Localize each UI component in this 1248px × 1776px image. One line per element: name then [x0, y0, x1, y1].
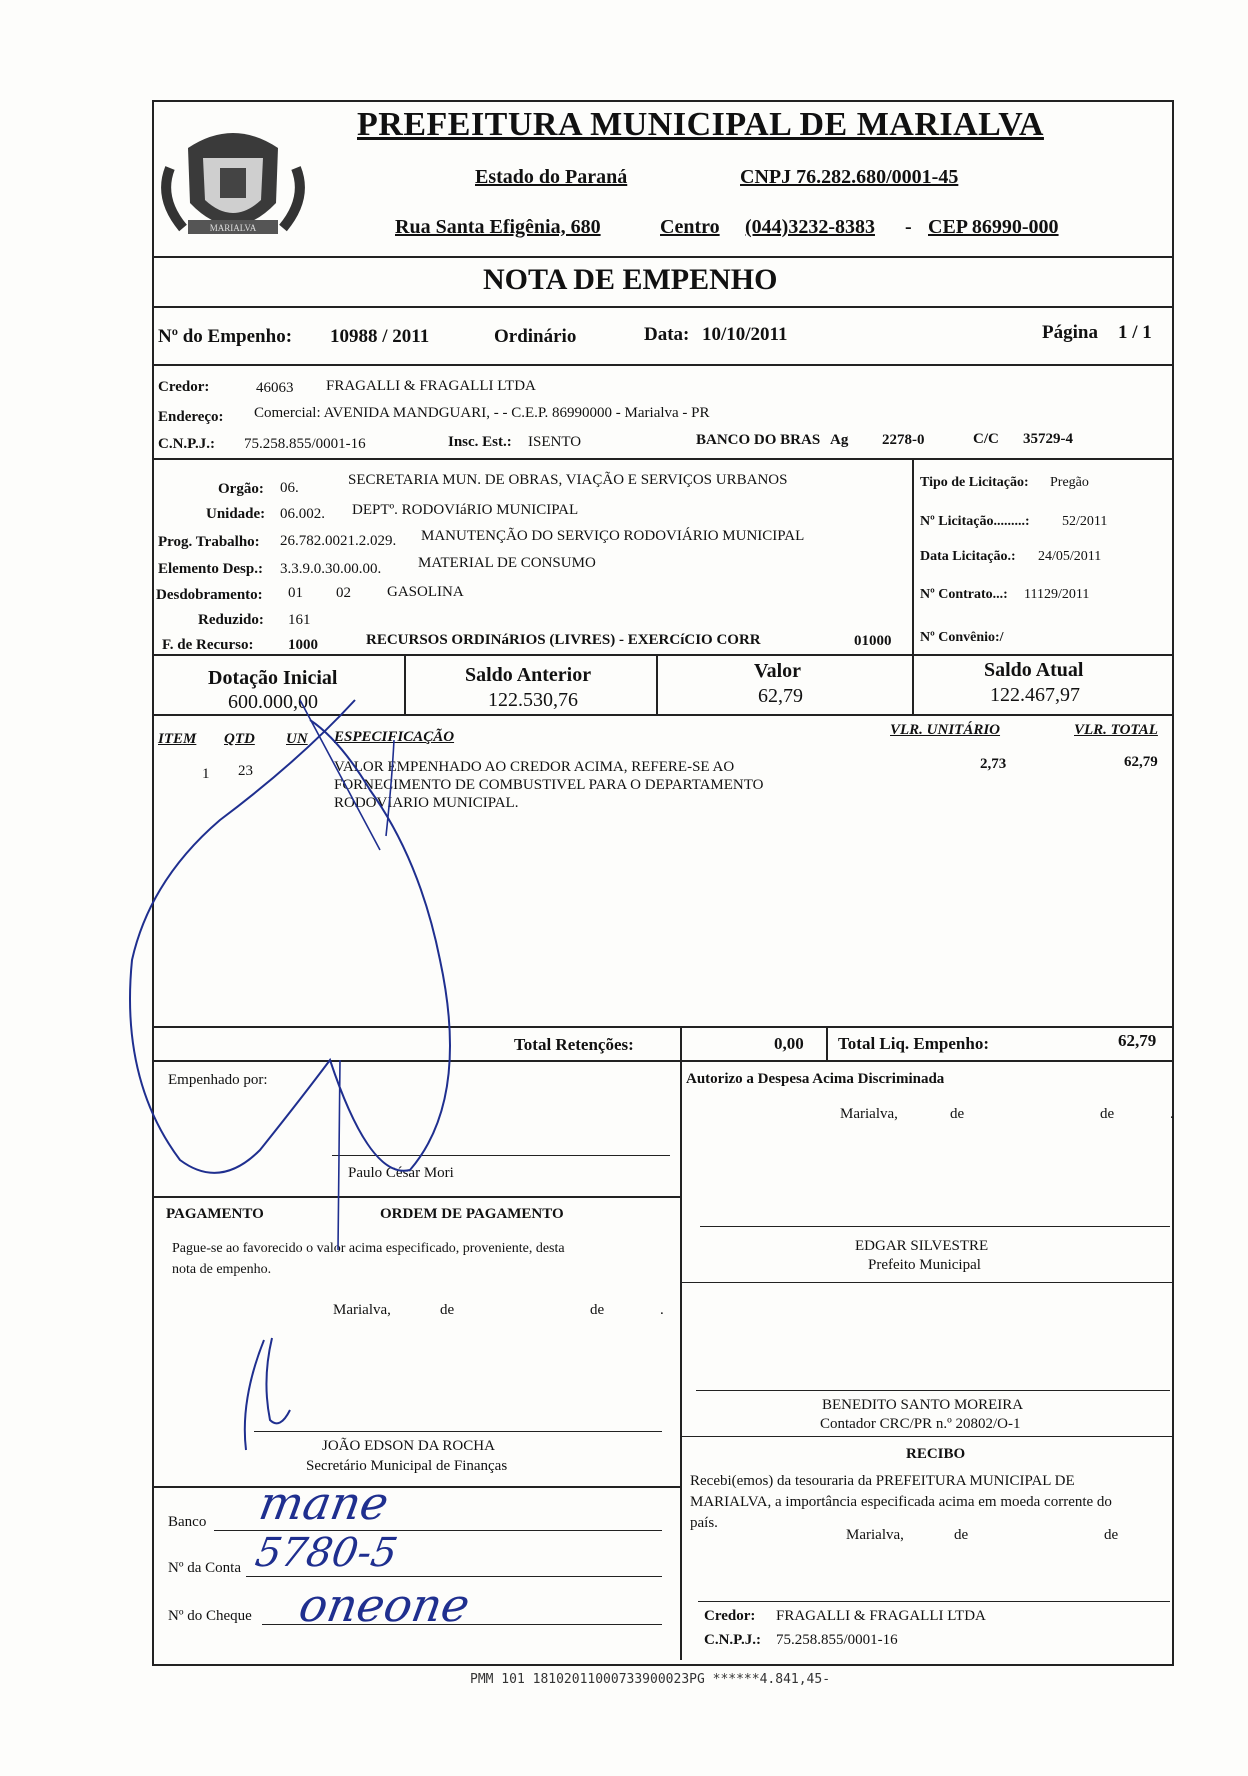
divider — [680, 1060, 682, 1660]
pagamento-cidade: Marialva, — [333, 1302, 391, 1318]
licitacao-num: 52/2011 — [1062, 514, 1108, 529]
header-cep: CEP 86990-000 — [928, 216, 1059, 238]
credor-codigo: 46063 — [256, 380, 294, 396]
saldo-atual-label: Saldo Atual — [984, 659, 1084, 681]
licitacao-tipo-label: Tipo de Licitação: — [920, 475, 1029, 490]
orgao-label: Orgão: — [218, 481, 264, 497]
divider — [152, 1196, 680, 1198]
col-qtd: QTD — [224, 731, 255, 747]
reduzido-label: Reduzido: — [198, 612, 264, 628]
divider — [152, 1026, 1172, 1028]
empenho-numero: 10988 / 2011 — [330, 326, 430, 347]
autorizo-de2: de — [1100, 1106, 1115, 1122]
autorizo-de1: de — [950, 1106, 965, 1122]
divider — [152, 1486, 680, 1488]
col-un: UN — [286, 731, 308, 747]
contrato-value: 11129/2011 — [1024, 587, 1090, 602]
item-desc-line3: RODOVIARIO MUNICIPAL. — [334, 795, 519, 811]
pagamento-de2: de — [590, 1302, 605, 1318]
header-title: PREFEITURA MUNICIPAL DE MARIALVA — [357, 106, 1044, 143]
empenho-data-label: Data: — [644, 324, 690, 345]
recibo-de1: de — [954, 1527, 969, 1543]
signature-line — [696, 1390, 1170, 1391]
liquido-label: Total Liq. Empenho: — [838, 1034, 989, 1053]
item-desc-line2: FORNECIMENTO DE COMBUSTIVEL PARA O DEPARTAMENTO — [334, 777, 764, 793]
divider — [152, 654, 1172, 656]
divider — [404, 654, 406, 714]
recurso-label: F. de Recurso: — [162, 637, 254, 653]
empenhado-nome: Paulo César Mori — [348, 1165, 454, 1181]
pagamento-texto2: nota de empenho. — [172, 1262, 272, 1277]
recibo-credor-label: Credor: — [704, 1608, 756, 1624]
recibo-label: RECIBO — [906, 1446, 966, 1462]
endereco-label: Endereço: — [158, 409, 224, 425]
empenho-pagina: 1 / 1 — [1118, 322, 1152, 343]
cnpj-label: C.N.P.J.: — [158, 436, 215, 452]
autorizo-ponto: . — [1170, 1106, 1174, 1122]
divider — [680, 1026, 682, 1060]
banco-label: BANCO DO BRAS — [696, 432, 821, 448]
elemento-label: Elemento Desp.: — [158, 561, 263, 577]
cheque-manuscrito: oneone — [295, 1578, 474, 1632]
doc-title: NOTA DE EMPENHO — [483, 263, 778, 296]
reduzido-value: 161 — [288, 612, 311, 628]
divider — [152, 458, 1172, 460]
credor-nome: FRAGALLI & FRAGALLI LTDA — [326, 378, 536, 394]
pagamento-ponto: . — [660, 1302, 664, 1318]
col-especificacao: ESPECIFICAÇÃO — [334, 729, 455, 745]
pagamento-label: PAGAMENTO — [166, 1206, 264, 1222]
rodape-codigo: PMM 101 18102011000733900023PG ******4.841,45- — [470, 1672, 831, 1687]
banco-manuscrito: mane — [255, 1476, 393, 1530]
empenho-tipo: Ordinário — [494, 326, 577, 347]
signature-line — [698, 1601, 1170, 1602]
recibo-cnpj: 75.258.855/0001-16 — [776, 1632, 898, 1648]
conta-line — [246, 1576, 662, 1577]
divider — [152, 364, 1172, 366]
conta-manuscrito: 5780-5 — [251, 1530, 401, 1576]
divider — [680, 1436, 1172, 1437]
valor-label: Valor — [754, 660, 802, 682]
signature-line — [254, 1431, 662, 1432]
elemento-value: MATERIAL DE CONSUMO — [418, 555, 596, 571]
desdob-b: 02 — [336, 585, 351, 601]
valor-value: 62,79 — [758, 685, 803, 707]
divider — [656, 654, 658, 714]
licitacao-num-label: Nº Licitação.........: — [920, 514, 1030, 529]
banco-campo-label: Banco — [168, 1514, 207, 1530]
credor-label: Credor: — [158, 379, 210, 395]
ordem-pagamento-label: ORDEM DE PAGAMENTO — [380, 1206, 564, 1222]
pagamento-de1: de — [440, 1302, 455, 1318]
divider — [912, 458, 914, 654]
prefeito-nome: EDGAR SILVESTRE — [855, 1238, 989, 1254]
orgao-cod: 06. — [280, 480, 299, 496]
licitacao-tipo: Pregão — [1050, 475, 1089, 490]
cheque-campo-label: Nº do Cheque — [168, 1608, 252, 1624]
contador-cargo: Contador CRC/PR n.º 20802/O-1 — [820, 1416, 1021, 1432]
ag-value: 2278-0 — [882, 432, 925, 448]
header-sep: - — [905, 216, 912, 238]
unidade-label: Unidade: — [206, 506, 266, 522]
header-estado: Estado do Paraná — [475, 166, 628, 188]
licitacao-data-label: Data Licitação.: — [920, 549, 1016, 564]
saldo-atual-value: 122.467,97 — [990, 684, 1080, 706]
dotacao-inicial-label: Dotação Inicial — [208, 667, 338, 689]
desdob-value: GASOLINA — [387, 584, 464, 600]
unidade-value: DEPTº. RODOVIáRIO MUNICIPAL — [352, 502, 579, 518]
empenho-pagina-label: Página — [1042, 322, 1098, 343]
item-qtd: 23 — [238, 763, 253, 779]
unidade-cod: 06.002. — [280, 506, 325, 522]
recibo-texto2: MARIALVA, a importância especificada acima em moeda corrente do — [690, 1494, 1112, 1510]
empenho-numero-label: Nº do Empenho: — [158, 326, 293, 347]
empenho-data: 10/10/2011 — [702, 324, 788, 345]
recibo-credor: FRAGALLI & FRAGALLI LTDA — [776, 1608, 986, 1624]
autorizo-cidade: Marialva, — [840, 1106, 898, 1122]
recurso-value: RECURSOS ORDINáRIOS (LIVRES) - EXERCíCIO CORR — [366, 632, 761, 648]
header-centro: Centro — [660, 216, 720, 238]
cc-value: 35729-4 — [1023, 431, 1073, 447]
prog-label: Prog. Trabalho: — [158, 534, 260, 550]
ag-label: Ag — [830, 432, 849, 448]
recibo-texto1: Recebi(emos) da tesouraria da PREFEITURA MUNICIPAL DE — [690, 1473, 1075, 1489]
cnpj-value: 75.258.855/0001-16 — [244, 436, 366, 452]
empenhado-label: Empenhado por: — [168, 1072, 268, 1088]
contrato-label: Nº Contrato...: — [920, 587, 1008, 602]
retencoes-label: Total Retenções: — [514, 1035, 634, 1054]
divider — [680, 1282, 1172, 1283]
secretario-cargo: Secretário Municipal de Finanças — [306, 1458, 508, 1474]
insc-value: ISENTO — [528, 434, 582, 450]
recibo-cnpj-label: C.N.P.J.: — [704, 1632, 761, 1648]
recibo-cidade: Marialva, — [846, 1527, 904, 1543]
signature-line — [700, 1226, 1170, 1227]
item-desc-line1: VALOR EMPENHADO AO CREDOR ACIMA, REFERE-SE AO — [334, 759, 735, 775]
prog-cod: 26.782.0021.2.029. — [280, 533, 397, 549]
liquido-value: 62,79 — [1118, 1031, 1157, 1050]
item-number: 1 — [202, 766, 210, 782]
pagamento-texto1: Pague-se ao favorecido o valor acima especificado, proveniente, desta — [172, 1241, 565, 1256]
prog-value: MANUTENÇÃO DO SERVIÇO RODOVIÁRIO MUNICIPAL — [421, 528, 805, 544]
licitacao-data: 24/05/2011 — [1038, 549, 1102, 564]
coat-of-arms-logo — [158, 108, 308, 258]
autorizo-label: Autorizo a Despesa Acima Discriminada — [686, 1071, 945, 1087]
saldo-anterior-value: 122.530,76 — [488, 689, 578, 711]
divider — [152, 306, 1172, 308]
col-vlr-total: VLR. TOTAL — [1074, 722, 1158, 738]
conta-campo-label: Nº da Conta — [168, 1560, 241, 1576]
endereco-value: Comercial: AVENIDA MANDGUARI, - - C.E.P. 86990000 - Marialva - PR — [254, 405, 710, 421]
insc-label: Insc. Est.: — [448, 434, 512, 450]
header-telefone: (044)3232-8383 — [745, 216, 875, 238]
recibo-texto3: país. — [690, 1515, 718, 1531]
recurso-cod: 1000 — [288, 637, 318, 653]
convenio-label: Nº Convênio:/ — [920, 630, 1004, 645]
header-endereco: Rua Santa Efigênia, 680 — [395, 216, 601, 238]
cc-label: C/C — [973, 431, 999, 447]
secretario-nome: JOÃO EDSON DA ROCHA — [322, 1438, 495, 1454]
desdob-a: 01 — [288, 585, 303, 601]
prefeito-cargo: Prefeito Municipal — [868, 1257, 981, 1273]
item-vlr-total: 62,79 — [1124, 754, 1158, 770]
orgao-value: SECRETARIA MUN. DE OBRAS, VIAÇÃO E SERVIÇOS URBANOS — [348, 472, 788, 488]
divider — [912, 654, 914, 714]
item-vlr-unitario: 2,73 — [980, 756, 1007, 772]
retencoes-value: 0,00 — [774, 1034, 804, 1053]
recibo-de2: de — [1104, 1527, 1119, 1543]
divider — [152, 1060, 1172, 1062]
desdob-label: Desdobramento: — [156, 587, 263, 603]
divider — [152, 256, 1172, 258]
svg-text:MARIALVA: MARIALVA — [209, 223, 257, 233]
header-cnpj: CNPJ 76.282.680/0001-45 — [740, 166, 959, 188]
saldo-anterior-label: Saldo Anterior — [465, 664, 592, 686]
signature-line — [332, 1155, 670, 1156]
divider — [826, 1026, 828, 1060]
divider — [152, 714, 1172, 716]
recurso-num: 01000 — [854, 633, 892, 649]
dotacao-inicial-value: 600.000,00 — [228, 691, 318, 713]
elemento-cod: 3.3.9.0.30.00.00. — [280, 561, 382, 577]
contador-nome: BENEDITO SANTO MOREIRA — [822, 1397, 1024, 1413]
col-vlr-unitario: VLR. UNITÁRIO — [890, 722, 1001, 738]
col-item: ITEM — [158, 731, 197, 747]
